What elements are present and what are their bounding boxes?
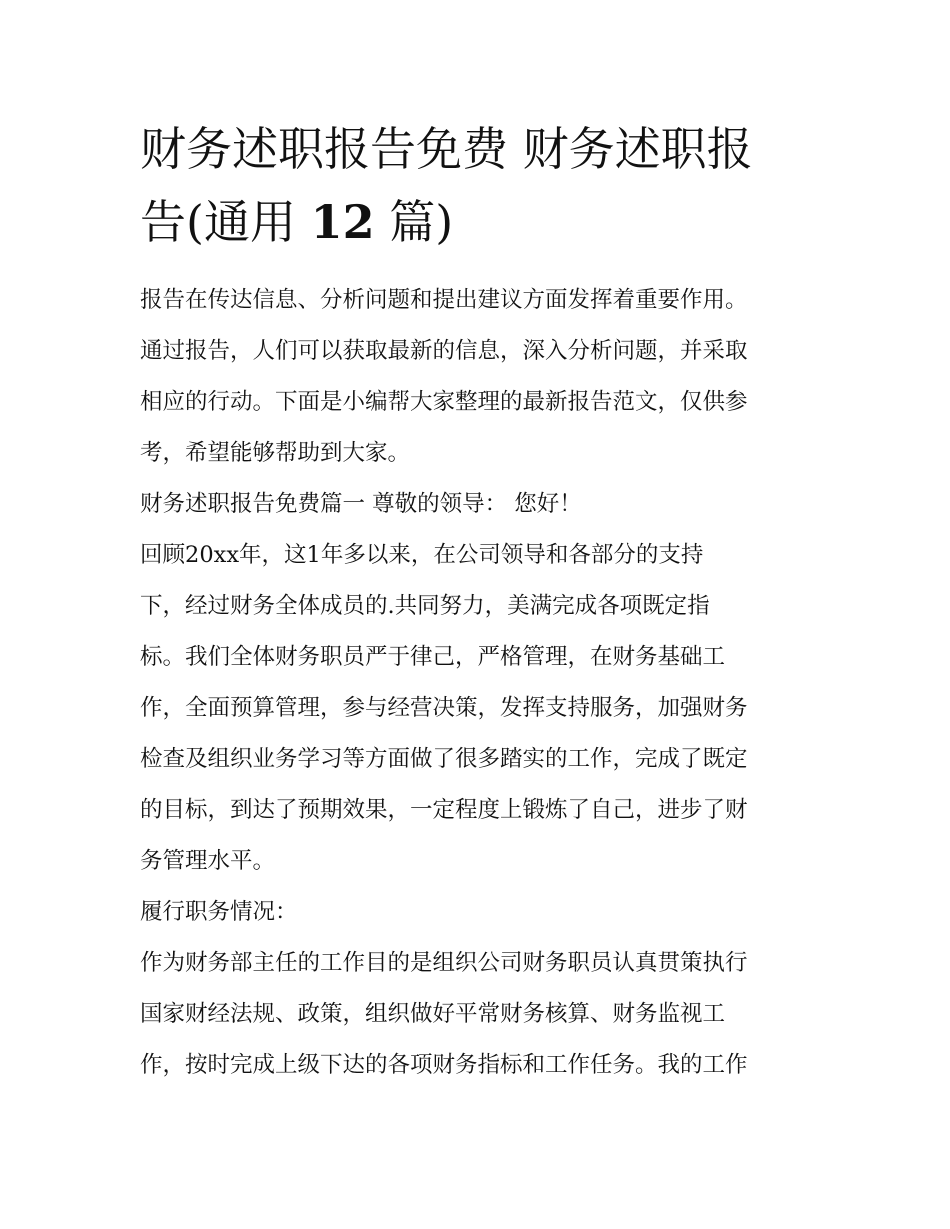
body-line: 报告在传达信息、分析问题和提出建议方面发挥着重要作用。 xyxy=(140,287,748,313)
body-line: 下，经过财务全体成员的.共同努力，美满完成各项既定指 xyxy=(140,593,710,619)
body-line: 国家财经法规、政策，组织做好平常财务核算、财务监视工 xyxy=(140,1001,726,1027)
body-line: 标。我们全体财务职员严于律己，严格管理，在财务基础工 xyxy=(140,644,726,670)
document-title xyxy=(140,113,820,259)
body-line: 作为财务部主任的工作目的是组织公司财务职员认真贯策执行 xyxy=(140,950,748,976)
body-line: 作，全面预算管理，参与经营决策，发挥支持服务，加强财务 xyxy=(140,695,748,721)
body-line: 作，按时完成上级下达的各项财务指标和工作任务。我的工作 xyxy=(140,1052,748,1078)
title-line-2-end: 篇) xyxy=(389,195,454,249)
body-line: 考，希望能够帮助到大家。 xyxy=(140,440,411,466)
title-line-1: 财务述职报告免费 财务述职报 xyxy=(140,122,753,176)
title-line-2-start: 告(通用 xyxy=(140,195,296,249)
body-line: 相应的行动。下面是小编帮大家整理的最新报告范文，仅供参 xyxy=(140,389,748,415)
body-line: 财务述职报告免费篇一 尊敬的领导： 您好！ xyxy=(140,491,582,517)
body-line: 检查及组织业务学习等方面做了很多踏实的工作，完成了既定 xyxy=(140,746,748,772)
body-line: 的目标，到达了预期效果，一定程度上锻炼了自己，进步了财 xyxy=(140,797,748,823)
body-line: 通过报告，人们可以获取最新的信息，深入分析问题，并采取 xyxy=(140,338,748,364)
document-body xyxy=(140,275,820,1091)
body-line: 回顾20xx年，这1年多以来，在公司领导和各部分的支持 xyxy=(140,542,704,568)
body-line: 履行职务情况： xyxy=(140,899,298,925)
title-number: 12 xyxy=(310,195,375,249)
body-line: 务管理水平。 xyxy=(140,848,276,874)
